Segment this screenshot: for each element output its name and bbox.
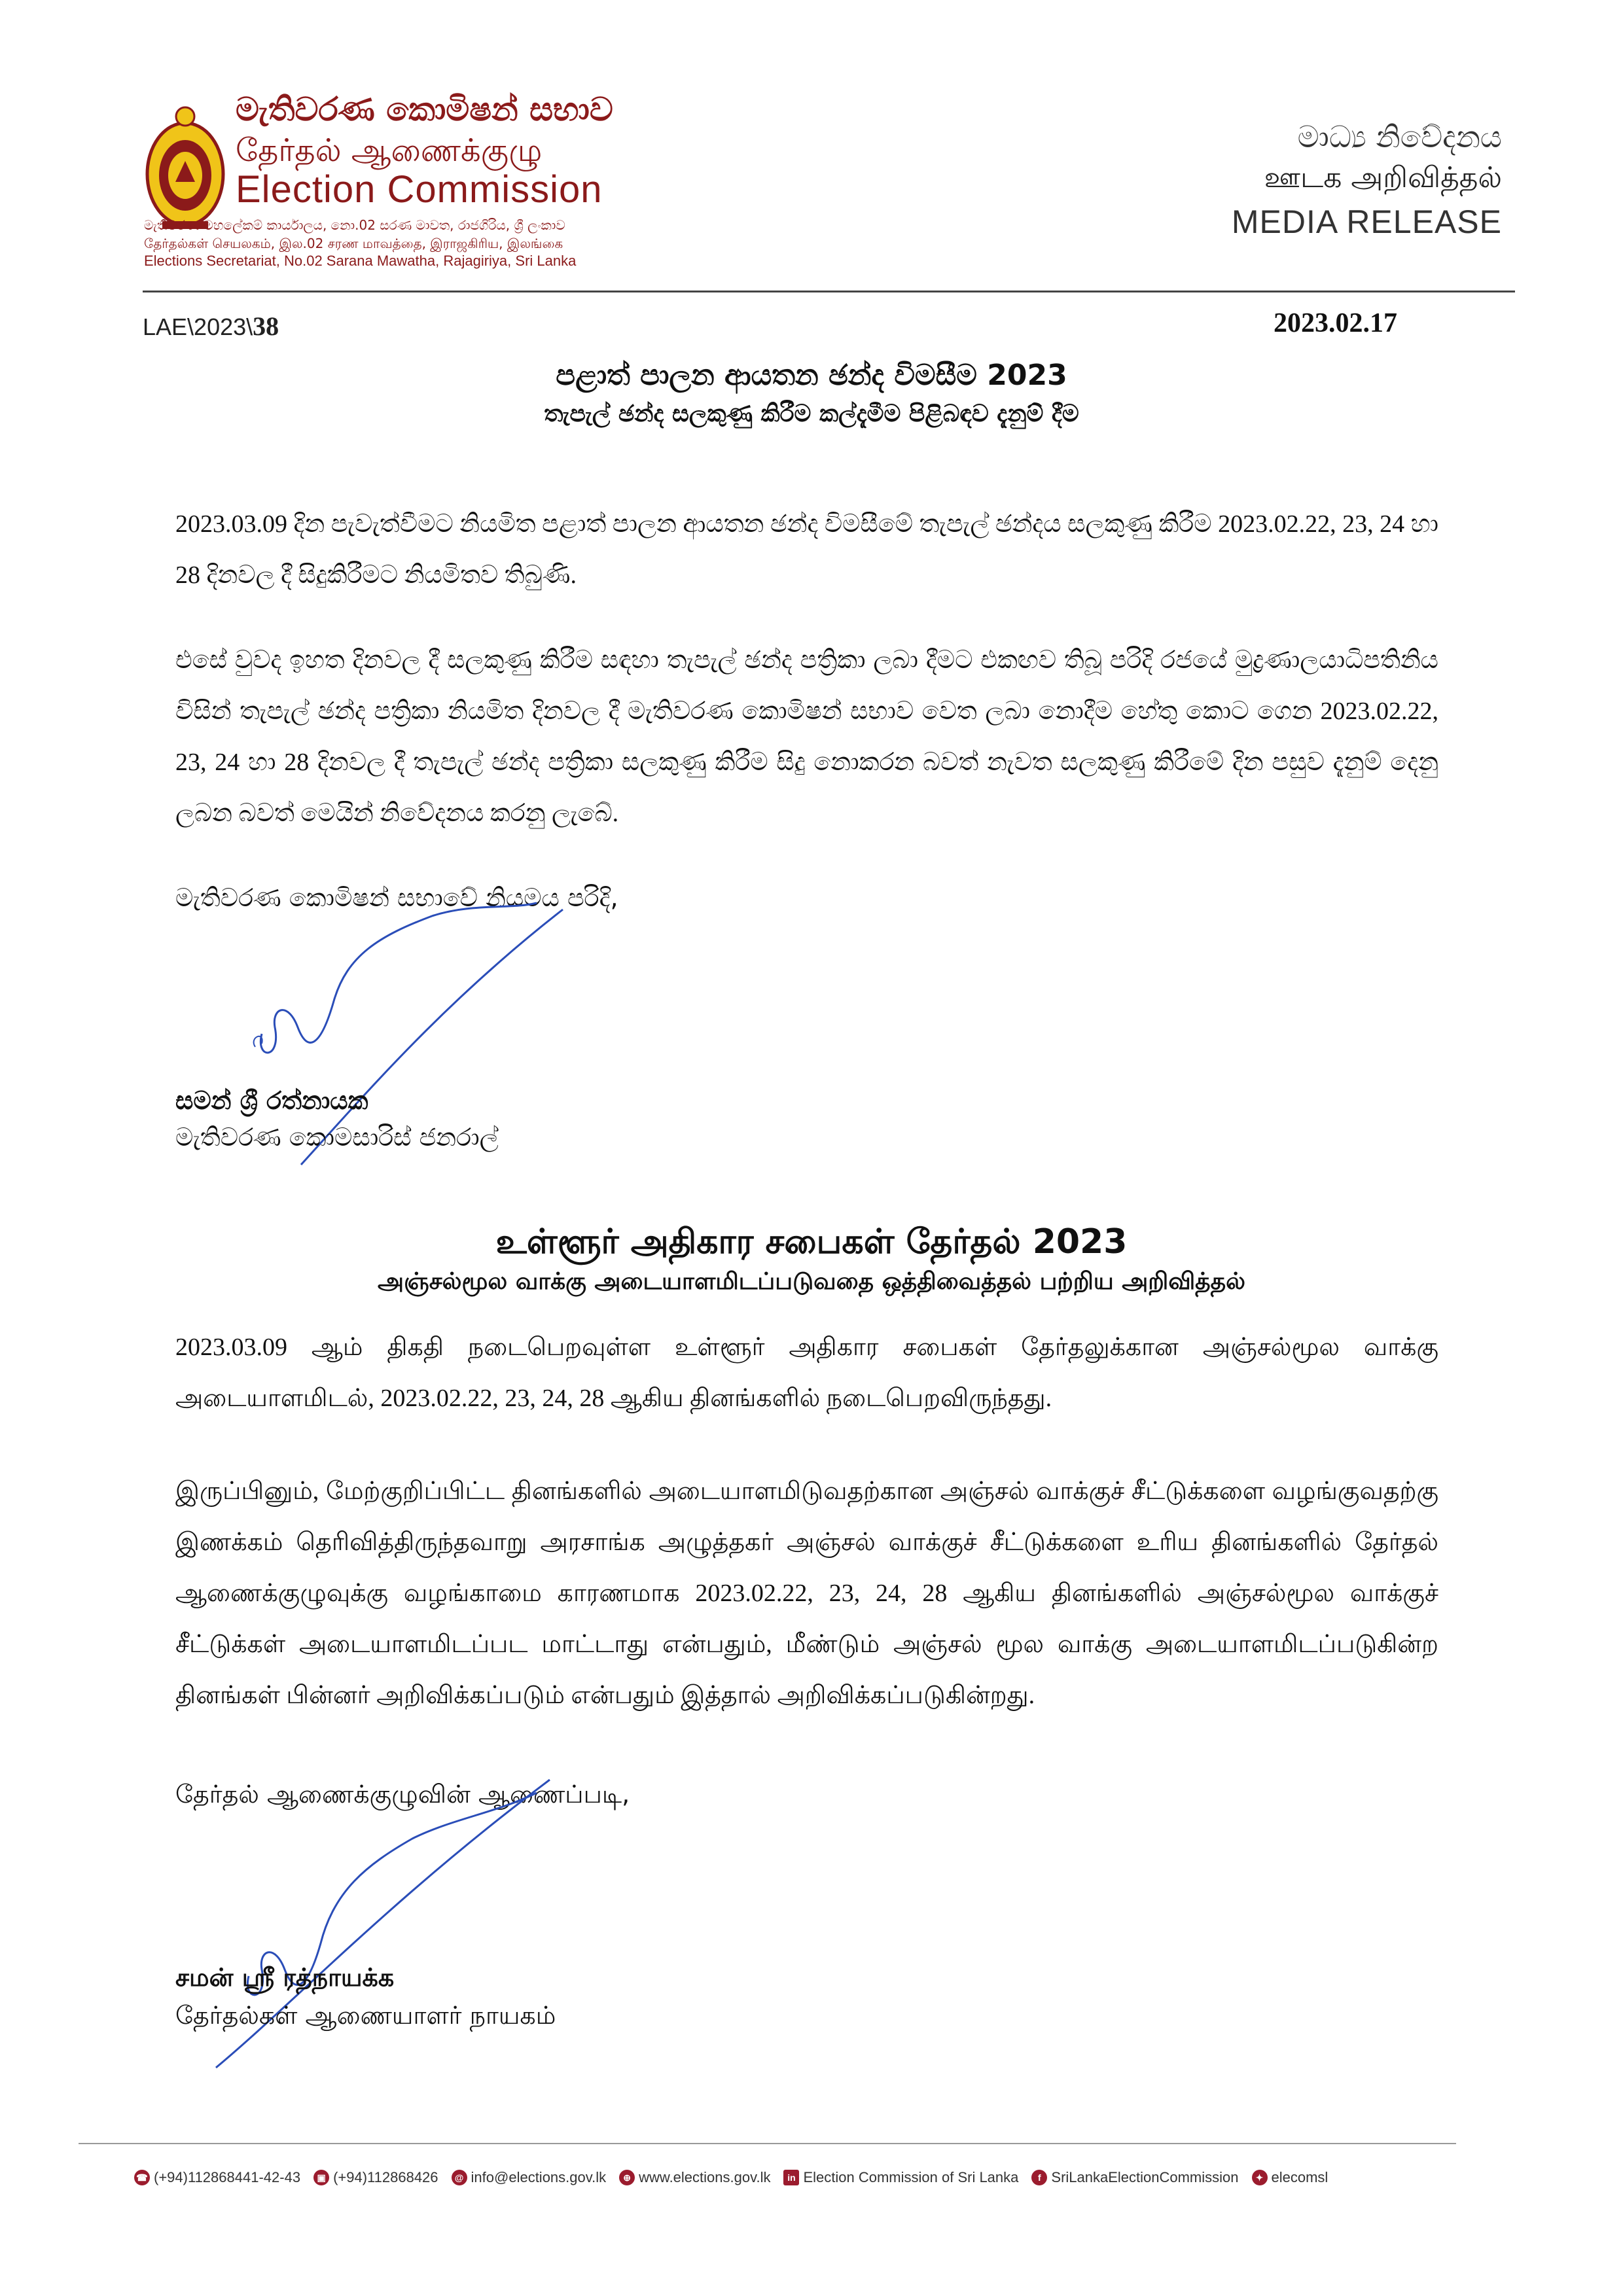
footer-twitter[interactable]: [1252, 2169, 1329, 2186]
footer-divider: [79, 2143, 1456, 2144]
tamil-closing: தேர்தல் ஆணைக்குழுவின் ஆணைப்படி,: [175, 1780, 630, 1809]
sinhala-paragraph-2: එසේ වුවද ඉහත දිනවල දී සලකුණු කිරීම සඳහා තැපැල් ඡන්ද පත්‍රිකා ලබා දීමට එකඟව තිබූ පරිදි රජයේ මුද්‍රණාලයාධිපතිනිය විසින් තැපැල් ඡන්ද පත්‍රිකා නියමිත දිනවල දී මැතිවරණ කොමිෂන් සභාව වෙත ලබා නොදීම හේතු කොට ගෙන 2023.02.22, 23, 24 හා 28 දිනවල දී තැපැල් ඡන්ද පත්‍රිකා සලකුණු කිරීම සිදු නොකරන බවත් නැවත සලකුණු කිරීමේ දින පසුව දැනුම් දෙනු ලබන බවත් මෙයින් නිවේදනය කරනු ලැබේ.: [175, 646, 1438, 827]
tamil-signatory-title: தேர்தல்கள் ஆணையாளர் நாயகம்: [175, 2001, 556, 2030]
org-name-tamil: தேர்தல் ஆணைக்குழு: [236, 132, 543, 169]
facebook-icon: f: [1031, 2170, 1047, 2185]
election-commission-seal: [143, 97, 228, 234]
address-tamil: தேர்தல்கள் செயலகம், இல.02 சரண மாவத்தை, இராஜகிரிய, இலங்கை: [144, 236, 563, 251]
globe-icon: ⊕: [619, 2170, 635, 2185]
fax-number: (+94)112868426: [333, 2169, 438, 2185]
website-url: www.elections.gov.lk: [639, 2169, 771, 2185]
email-icon: @: [452, 2170, 467, 2185]
footer-website[interactable]: [619, 2169, 770, 2186]
org-name-sinhala: මැතිවරණ කොමිෂන් සභාව: [236, 90, 613, 128]
address-english: Elections Secretariat, No.02 Sarana Mawatha, Rajagiriya, Sri Lanka: [144, 253, 577, 269]
reference-prefix: LAE\2023\: [143, 313, 253, 340]
tamil-paragraph-2: இருப்பினும், மேற்குறிப்பிட்ட தினங்களில் அடையாளமிடுவதற்கான அஞ்சல் வாக்குச் சீட்டுக்களை வழங்குவதற்கு இணக்கம் தெரிவித்திருந்தவாறு அரசாங்க அழுத்தகர் அஞ்சல் வாக்குச் சீட்டுக்களை உரிய தினங்களில் தேர்தல் ஆணைக்குழுவுக்கு வழங்காமை காரணமாக 2023.02.22, 23, 24, 28 ஆகிய தினங்களில் அஞ்சல்மூல வாக்குச் சீட்டுக்கள் அடையாளமிடப்பட மாட்டாது என்பதும், மீண்டும் அஞ்சல் மூல வாக்கு அடையாளமிடப்படுகின்ற தினங்கள் பின்னர் அறிவிக்கப்படும் என்பதும் இத்தால் அறிவிக்கப்படுகின்றது.: [175, 1477, 1438, 1709]
tamil-title: உள்ளூர் அதிகார சபைகள் தேர்தல் 2023: [495, 1222, 1128, 1262]
phone-number: (+94)112868441-42-43: [154, 2169, 301, 2185]
facebook-name: SriLankaElectionCommission: [1051, 2169, 1239, 2185]
twitter-handle: elecomsl: [1271, 2169, 1329, 2185]
org-name-english: Election Commission: [236, 168, 603, 211]
media-release-english: MEDIA RELEASE: [1231, 203, 1502, 240]
sinhala-paragraph-1: 2023.03.09 දින පැවැත්වීමට නියමිත පළාත් පාලන ආයතන ඡන්ද විමසීමේ තැපැල් ඡන්දය සලකුණු කිරීම 2023.02.22, 23, 24 හා 28 දිනවල දී සිදුකිරීමට නියමිතව තිබුණි.: [175, 510, 1438, 589]
footer-linkedin[interactable]: [783, 2169, 1018, 2186]
footer-phone[interactable]: [134, 2169, 300, 2186]
release-date: 2023.02.17: [1274, 308, 1397, 338]
email-address: info@elections.gov.lk: [471, 2169, 607, 2185]
address-sinhala: මැතිවරණ මහලේකම් කාර්යාලය, නො.02 සරණ මාවත, රාජගිරිය, ශ්‍රී ලංකාව: [144, 217, 565, 233]
tamil-paragraph-1: 2023.03.09 ஆம் திகதி நடைபெறவுள்ள உள்ளூர் அதிகார சபைகள் தேர்தலுக்கான அஞ்சல்மூல வாக்கு அடையாளமிடல், 2023.02.22, 23, 24, 28 ஆகிய தினங்களில் நடைபெறவிருந்தது.: [175, 1333, 1438, 1412]
fax-icon: ▣: [313, 2170, 329, 2185]
reference-number-value: 38: [253, 311, 279, 341]
sinhala-signatory-name: සමන් ශ්‍රී රත්නායක: [175, 1086, 368, 1115]
twitter-icon: ✦: [1252, 2170, 1268, 2185]
sinhala-signatory-title: මැතිවරණ කොමසාරිස් ජනරාල්: [175, 1123, 499, 1152]
footer-email[interactable]: [452, 2169, 607, 2186]
phone-icon: ☎: [134, 2170, 150, 2185]
footer-facebook[interactable]: [1031, 2169, 1238, 2186]
reference-number: [143, 311, 279, 342]
sinhala-subtitle: තැපැල් ඡන්ද සලකුණු කිරීම කල්දැමීම පිළිබඳව දැනුම් දීම: [544, 400, 1079, 427]
linkedin-icon: in: [783, 2170, 799, 2185]
tamil-subtitle: அஞ்சல்மூல வாக்கு அடையாளமிடப்படுவதை ஒத்திவைத்தல் பற்றிய அறிவித்தல்: [378, 1268, 1245, 1295]
tamil-signatory-name: சமன் ஸ்ரீ ரத்நாயக்க: [175, 1963, 395, 1992]
sinhala-title: පළාත් පාලන ආයතන ඡන්ද විමසීම 2023: [556, 359, 1067, 392]
footer-fax[interactable]: [313, 2169, 438, 2186]
media-release-sinhala: මාධ්‍ය නිවේදනය: [1297, 119, 1502, 154]
media-release-tamil: ஊடக அறிவித்தல்: [1264, 161, 1502, 194]
header-divider: [143, 291, 1515, 292]
footer-contacts: [134, 2164, 1328, 2191]
sinhala-closing: මැතිවරණ කොමිෂන් සභාවේ නියමය පරිදි,: [175, 883, 618, 912]
linkedin-name: Election Commission of Sri Lanka: [803, 2169, 1019, 2185]
